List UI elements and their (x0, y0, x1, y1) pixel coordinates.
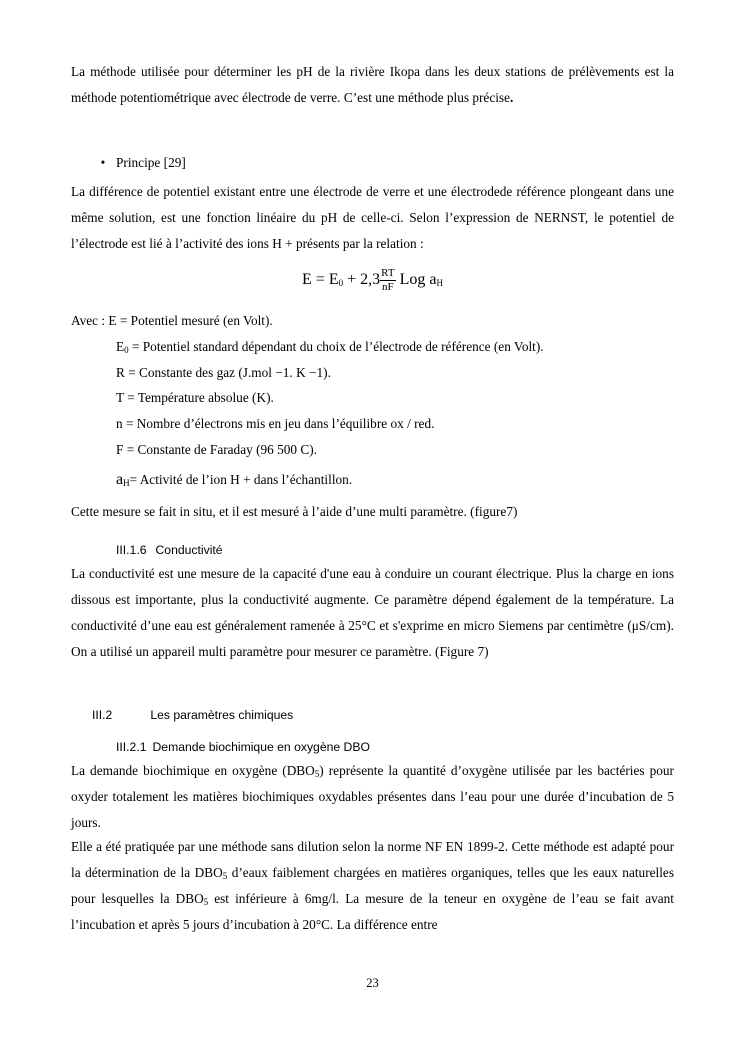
section-heading-iii-2-1: III.2.1 Demande biochimique en oxygène DBO (116, 740, 370, 754)
t-definition: T = Température absolue (K). (116, 390, 274, 405)
section-heading-iii-2: III.2 Les paramètres chimiques (92, 708, 294, 722)
nernst-formula: $E = E_0 + 2,3$ $\frac{RT}{nF}$ Log $a_H$ (302, 266, 443, 293)
conductivite-paragraph: La conductivité est une mesure de la capacité d'une eau à conduire un courant électrique. Plus la charge en ions dissous est importante, plus la conductivité augmente. Ce paramètre dépend également de la température. La conductivité d’une eau est généralement ramenée à 25°C et s'exprime en micro Siemens par centimètre (μS/cm). On a utilisé un appareil multi paramètre pour mesurer ce paramètre. (Figure 7) (71, 566, 674, 659)
section-heading-iii-1-6: III.1.6 Conductivité (116, 543, 223, 557)
formula-fraction: $\frac{RT}{nF}$ (381, 266, 395, 293)
f-definition: F = Constante de Faraday (96 500 C). (116, 442, 318, 457)
bullet-icon: • (100, 155, 106, 170)
n-definition: n = Nombre d’électrons mis en jeu dans l’équilibre ox / red. (116, 416, 435, 431)
insitu-sentence: Cette mesure se fait in situ, et il est mesuré à l’aide d’une multi paramètre. (figure7) (71, 504, 518, 519)
intro-paragraph: La méthode utilisée pour déterminer les pH de la rivière Ikopa dans les deux stations de prélèvements est la méthode potentiométrique avec électrode de verre. C’est une méthode plus précise. (71, 64, 674, 105)
e0-definition: $E_0$ = Potentiel standard dépendant du choix de l’électrode de référence (en Volt). (116, 339, 544, 355)
avec-line: Avec : E = Potentiel mesuré (en Volt). (71, 313, 273, 328)
principe-paragraph: La différence de potentiel existant entre une électrode de verre et une électrodede référence plongeant dans une même solution, est une fonction linéaire du pH de celle-ci. Selon l’expression de NERNST, le potentiel de l’électrode est lié à l’activité des ions H + présents par la relation : (71, 184, 674, 251)
page-number: 23 (366, 976, 379, 990)
dbo-paragraph-1: La demande biochimique en oxygène $(DBO_5)$ représente la quantité d’oxygène utilisée par les bactéries pour oxyder totalement les matières biochimiques oxydables présentes dans l’eau pour une durée d’incubation de 5 jours. (71, 763, 674, 830)
r-definition: R = Constante des gaz (J.mol −1. K −1). (116, 365, 331, 380)
dbo-paragraph-2: Elle a été pratiquée par une méthode sans dilution selon la norme NF EN 1899-2. Cette méthode est adapté pour la détermination de la $DBO_5$ d’eaux faiblement chargées en matières organiques, telles que les eaux naturelles pour lesquelles la $DBO_5$ est inférieure à 6mg/l. La mesure de la teneur en oxygène de l’eau se fait avant l’incubation et après 5 jours d’incubation à 20°C. La différence entre (71, 839, 674, 932)
ah-definition: $a_H=$ Activité de l’ion H + dans l’échantillon. (116, 471, 353, 488)
principe-heading: Principe [29] (116, 155, 186, 170)
